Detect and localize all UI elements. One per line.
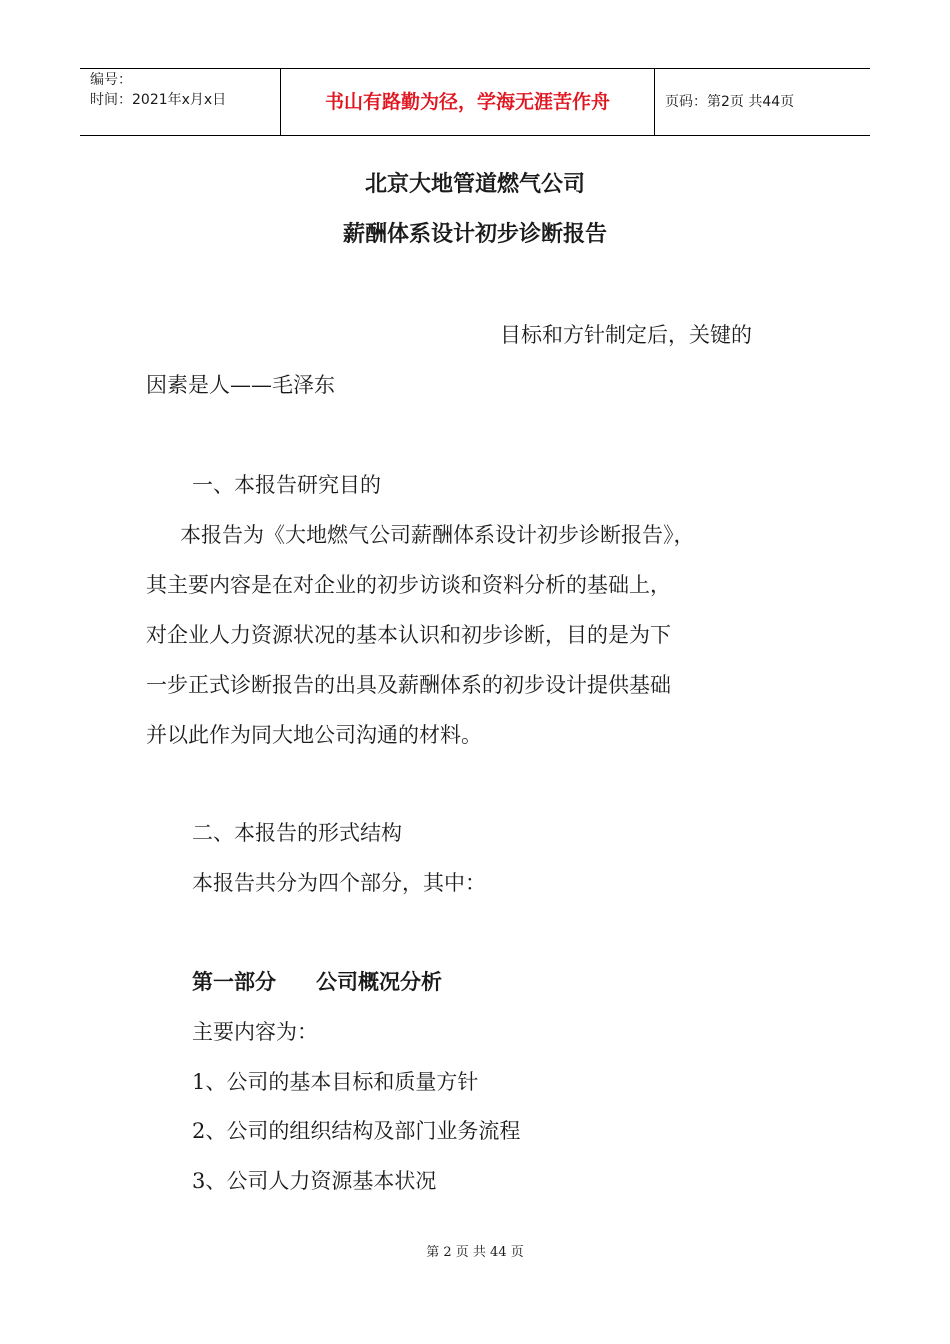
- quote-line1: 目标和方针制定后，关键的: [500, 323, 752, 347]
- header-page-cell: [655, 69, 870, 135]
- document-time-label: 时间：2021年x月x日: [90, 92, 227, 108]
- part1-title: [192, 967, 442, 997]
- header-motto: 书山有路勤为径，学海无涯苦作舟: [324, 91, 610, 113]
- section1-line: 并以此作为同大地公司沟通的材料。: [146, 723, 482, 747]
- section2-intro: 本报告共分为四个部分，其中：: [192, 871, 486, 895]
- section1-line: 对企业人力资源状况的基本认识和初步诊断，目的是为下: [146, 623, 671, 647]
- section1-line: 一步正式诊断报告的出具及薪酬体系的初步设计提供基础: [146, 673, 671, 697]
- header-meta-cell: [80, 69, 281, 135]
- document-number-label: 编号：: [90, 72, 132, 88]
- part1-list-item: 2、公司的组织结构及部门业务流程: [192, 1119, 521, 1143]
- part1-label: 第一部分: [192, 970, 276, 994]
- document-title-line2: 薪酬体系设计初步诊断报告: [342, 222, 607, 247]
- section2-heading: 二、本报告的形式结构: [192, 821, 402, 845]
- header-page-info: 页码：第2页 共44页: [665, 94, 795, 110]
- document-title-line1: 北京大地管道燃气公司: [364, 172, 585, 197]
- section1-heading: 一、本报告研究目的: [192, 473, 381, 497]
- section1-line: 本报告为《大地燃气公司薪酬体系设计初步诊断报告》，: [180, 523, 695, 547]
- quote-line2: 因素是人——毛泽东: [146, 373, 335, 397]
- part1-intro: 主要内容为：: [192, 1020, 318, 1044]
- page-footer: 第 2 页 共 44 页: [426, 1245, 524, 1260]
- header-motto-cell: [281, 69, 655, 135]
- part1-list-item: 3、公司人力资源基本状况: [192, 1169, 437, 1193]
- part1-list-item: 1、公司的基本目标和质量方针: [192, 1070, 479, 1094]
- part1-name: 公司概况分析: [316, 970, 442, 994]
- section1-line: 其主要内容是在对企业的初步访谈和资料分析的基础上，: [146, 573, 671, 597]
- page-header: [80, 68, 870, 136]
